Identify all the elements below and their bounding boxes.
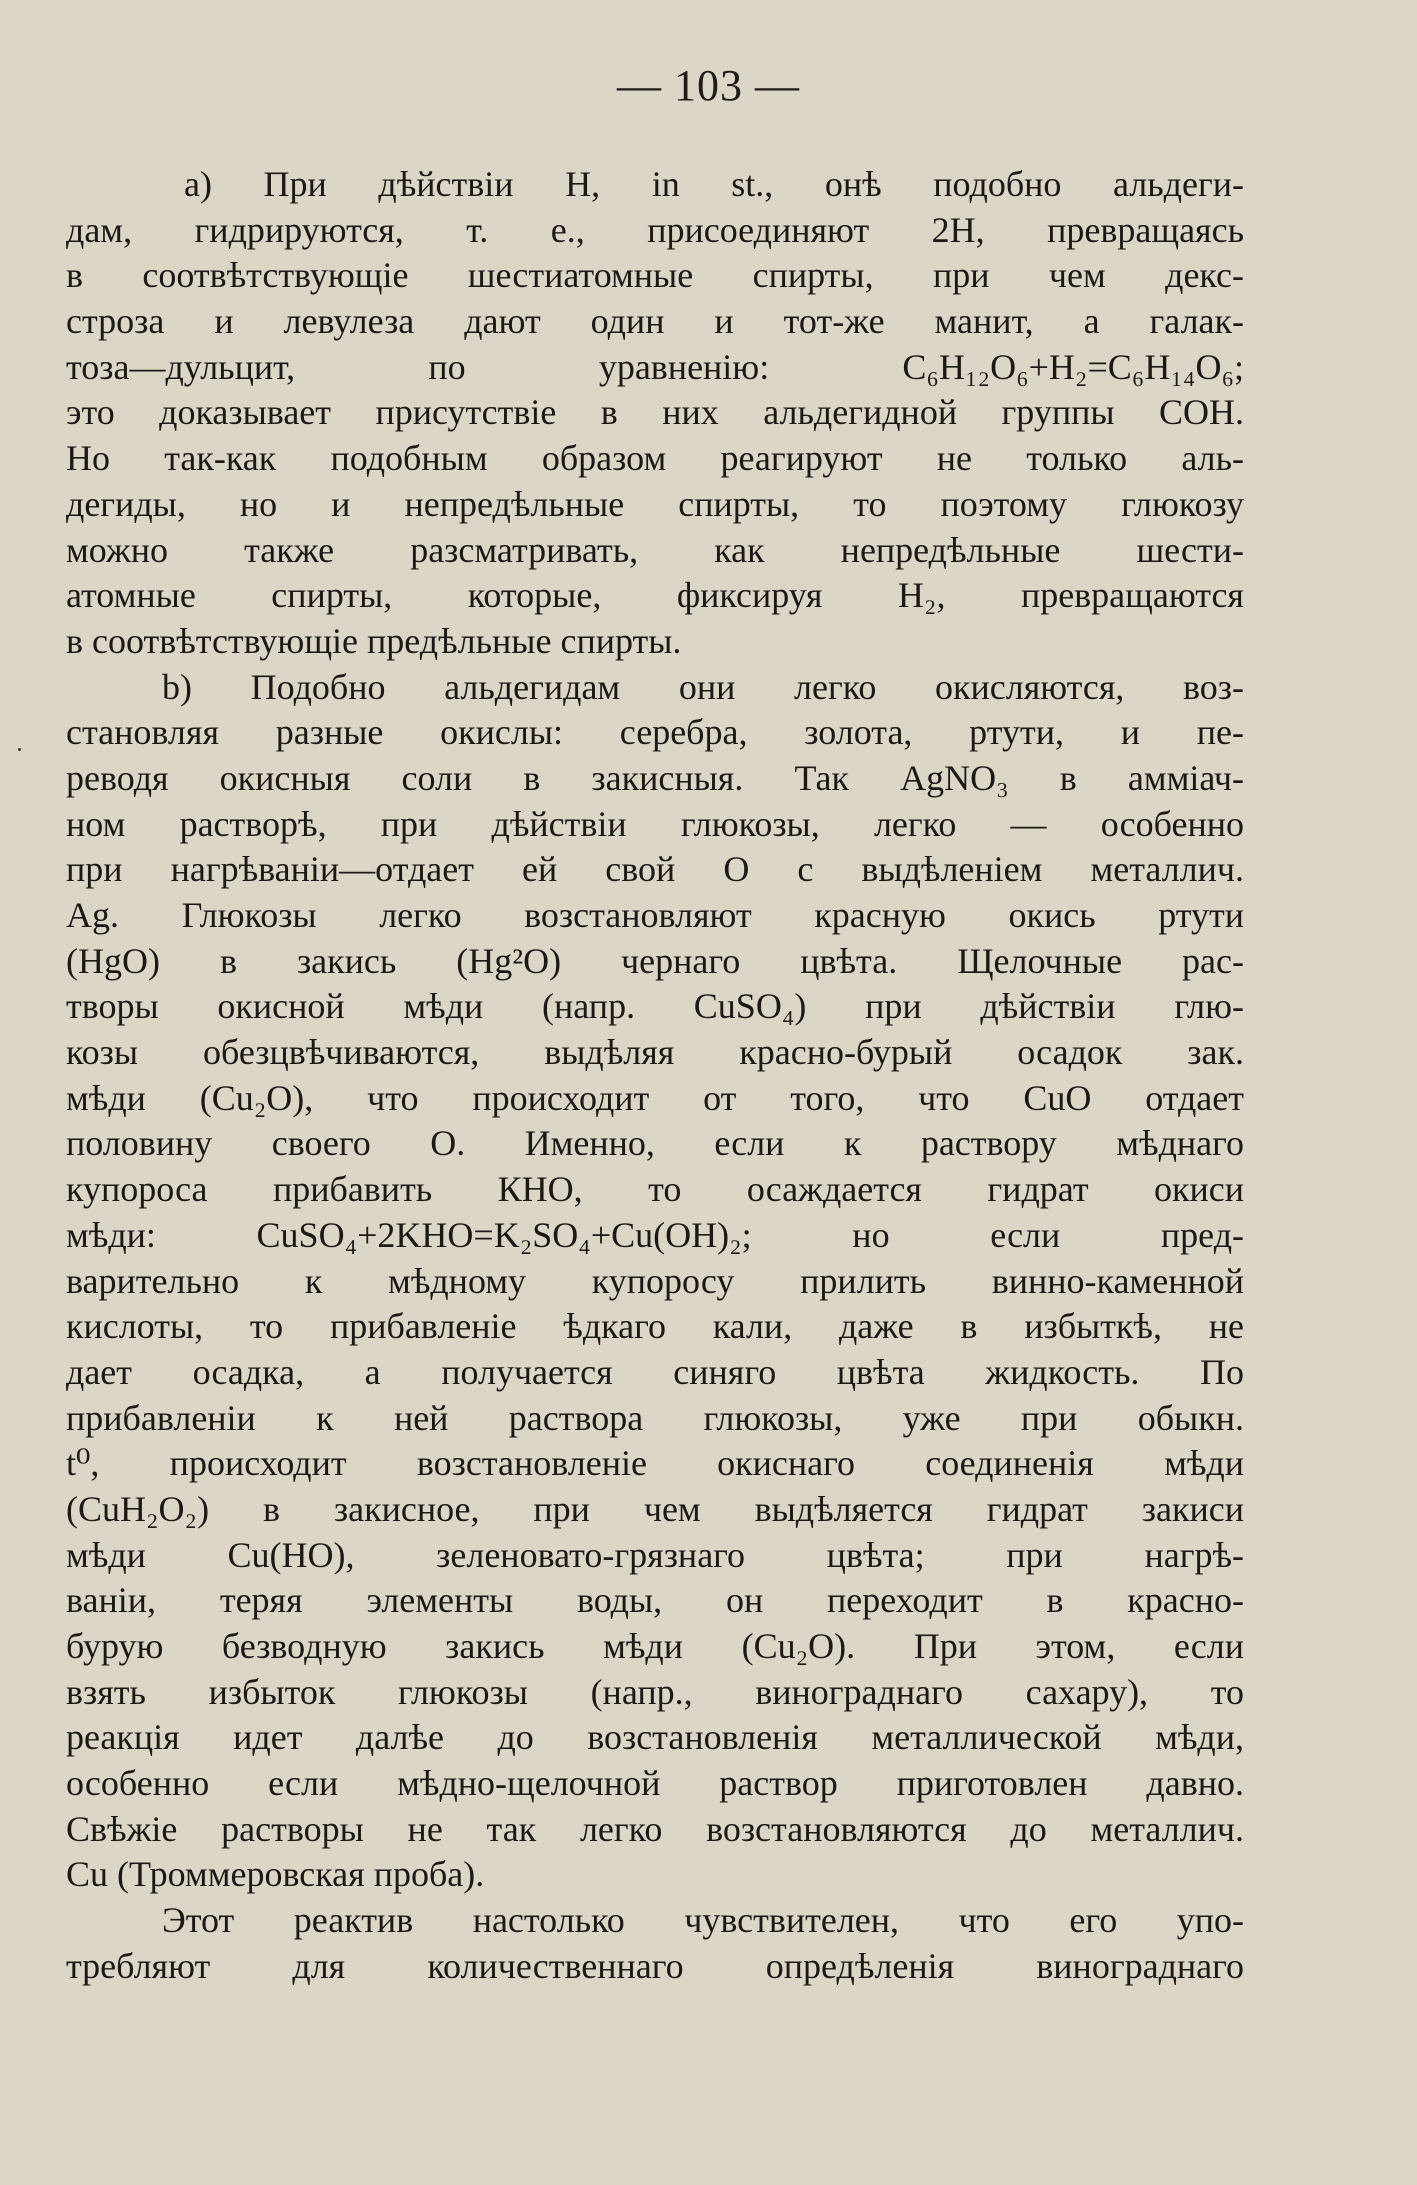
text-line: дегиды, но и непредѣльные спирты, то поэтому глюкозу — [66, 483, 1244, 524]
text-line: Этот реактив настолько чувствителен, что его упо- — [162, 1900, 1244, 1941]
text-line: козы обезцвѣчиваются, выдѣляя красно-бурый осадок зак. — [66, 1032, 1244, 1073]
text-line: взять избыток глюкозы (напр., винограднаго сахару), то — [66, 1671, 1244, 1712]
text-line: особенно если мѣдно-щелочной раствор приготовлен давно. — [66, 1763, 1244, 1804]
text-line: ваніи, теряя элементы воды, он переходит в красно- — [66, 1580, 1244, 1621]
text-line: мѣди Cu(HO), зеленовато-грязнаго цвѣта; при нагрѣ- — [66, 1534, 1244, 1575]
margin-speck — [18, 748, 21, 751]
body-text — [66, 162, 1244, 1990]
text-line: реводя окисныя соли в закисныя. Так AgNO₃ в амміач- — [66, 757, 1244, 798]
page-number: — 103 — — [617, 61, 800, 110]
text-line: мѣди (Cu₂O), что происходит от того, что CuO отдает — [66, 1077, 1244, 1118]
text-line: (CuH₂O₂) в закисное, при чем выдѣляется гидрат закиси — [66, 1488, 1244, 1529]
text-line: творы окисной мѣди (напр. CuSO₄) при дѣйствіи глю- — [66, 986, 1244, 1027]
text-line: реакція идет далѣе до возстановленія металлической мѣди, — [66, 1717, 1244, 1758]
text-line: (HgO) в закись (Hg²O) чернаго цвѣта. Щелочные рас- — [66, 940, 1244, 981]
text-line: в соотвѣтствующіе шестиатомные спирты, при чем декс- — [66, 255, 1244, 296]
text-line: варительно к мѣдному купоросу прилить винно-каменной — [66, 1260, 1244, 1301]
text-line: в соотвѣтствующіе предѣльные спирты. — [66, 620, 682, 661]
text-line: половину своего О. Именно, если к раствору мѣднаго — [66, 1123, 1244, 1164]
text-line: b) Подобно альдегидам они легко окисляются, воз- — [162, 666, 1244, 707]
text-line: строза и левулеза дают один и тот-же манит, а галак- — [66, 301, 1244, 342]
text-line: это доказывает присутствіе в них альдегидной группы СОН. — [66, 392, 1244, 433]
text-line: атомные спирты, которые, фиксируя Н₂, превращаются — [66, 575, 1244, 616]
text-line: можно также разсматривать, как непредѣльные шести- — [66, 529, 1244, 570]
text-line: Свѣжіе растворы не так легко возстановляются до металлич. — [66, 1808, 1244, 1849]
text-line: при нагрѣваніи—отдает ей свой О с выдѣленіем металлич. — [66, 849, 1244, 890]
text-line: мѣди: CuSO₄+2KHO=K₂SO₄+Cu(OH)₂; но если пред- — [66, 1214, 1244, 1255]
text-line: прибавленіи к ней раствора глюкозы, уже при обыкн. — [66, 1397, 1244, 1438]
text-line: бурую безводную закись мѣди (Cu₂O). При этом, если — [66, 1626, 1244, 1666]
text-line: дает осадка, а получается синяго цвѣта жидкость. По — [66, 1351, 1244, 1392]
text-line: купороса прибавить КНО, то осаждается гидрат окиси — [66, 1169, 1244, 1210]
text-line: требляют для количественнаго опредѣленія винограднаго — [66, 1945, 1244, 1986]
text-line: Ag. Глюкозы легко возстановляют красную окись ртути — [66, 895, 1244, 935]
text-line: становляя разные окислы: серебра, золота, ртути, и пе- — [66, 712, 1244, 753]
text-line: t⁰, происходит возстановленіе окиснаго соединенія мѣди — [66, 1443, 1244, 1484]
text-line: ном растворѣ, при дѣйствіи глюкозы, легко — особенно — [66, 803, 1244, 844]
text-line: Но так-как подобным образом реагируют не только аль- — [66, 438, 1244, 479]
text-line: тоза—дульцит, по уравненію: C₆H₁₂O₆+H₂=C₆H₁₄O₆; — [66, 346, 1244, 387]
text-line: дам, гидрируются, т. е., присоединяют 2Н, превращаясь — [66, 209, 1244, 250]
text-line: Cu (Троммеровская проба). — [66, 1854, 485, 1895]
text-line: кислоты, то прибавленіе ѣдкаго кали, даже в избыткѣ, не — [66, 1306, 1244, 1347]
text-line: a) При дѣйствіи Н, in st., онѣ подобно альдеги- — [184, 164, 1244, 204]
